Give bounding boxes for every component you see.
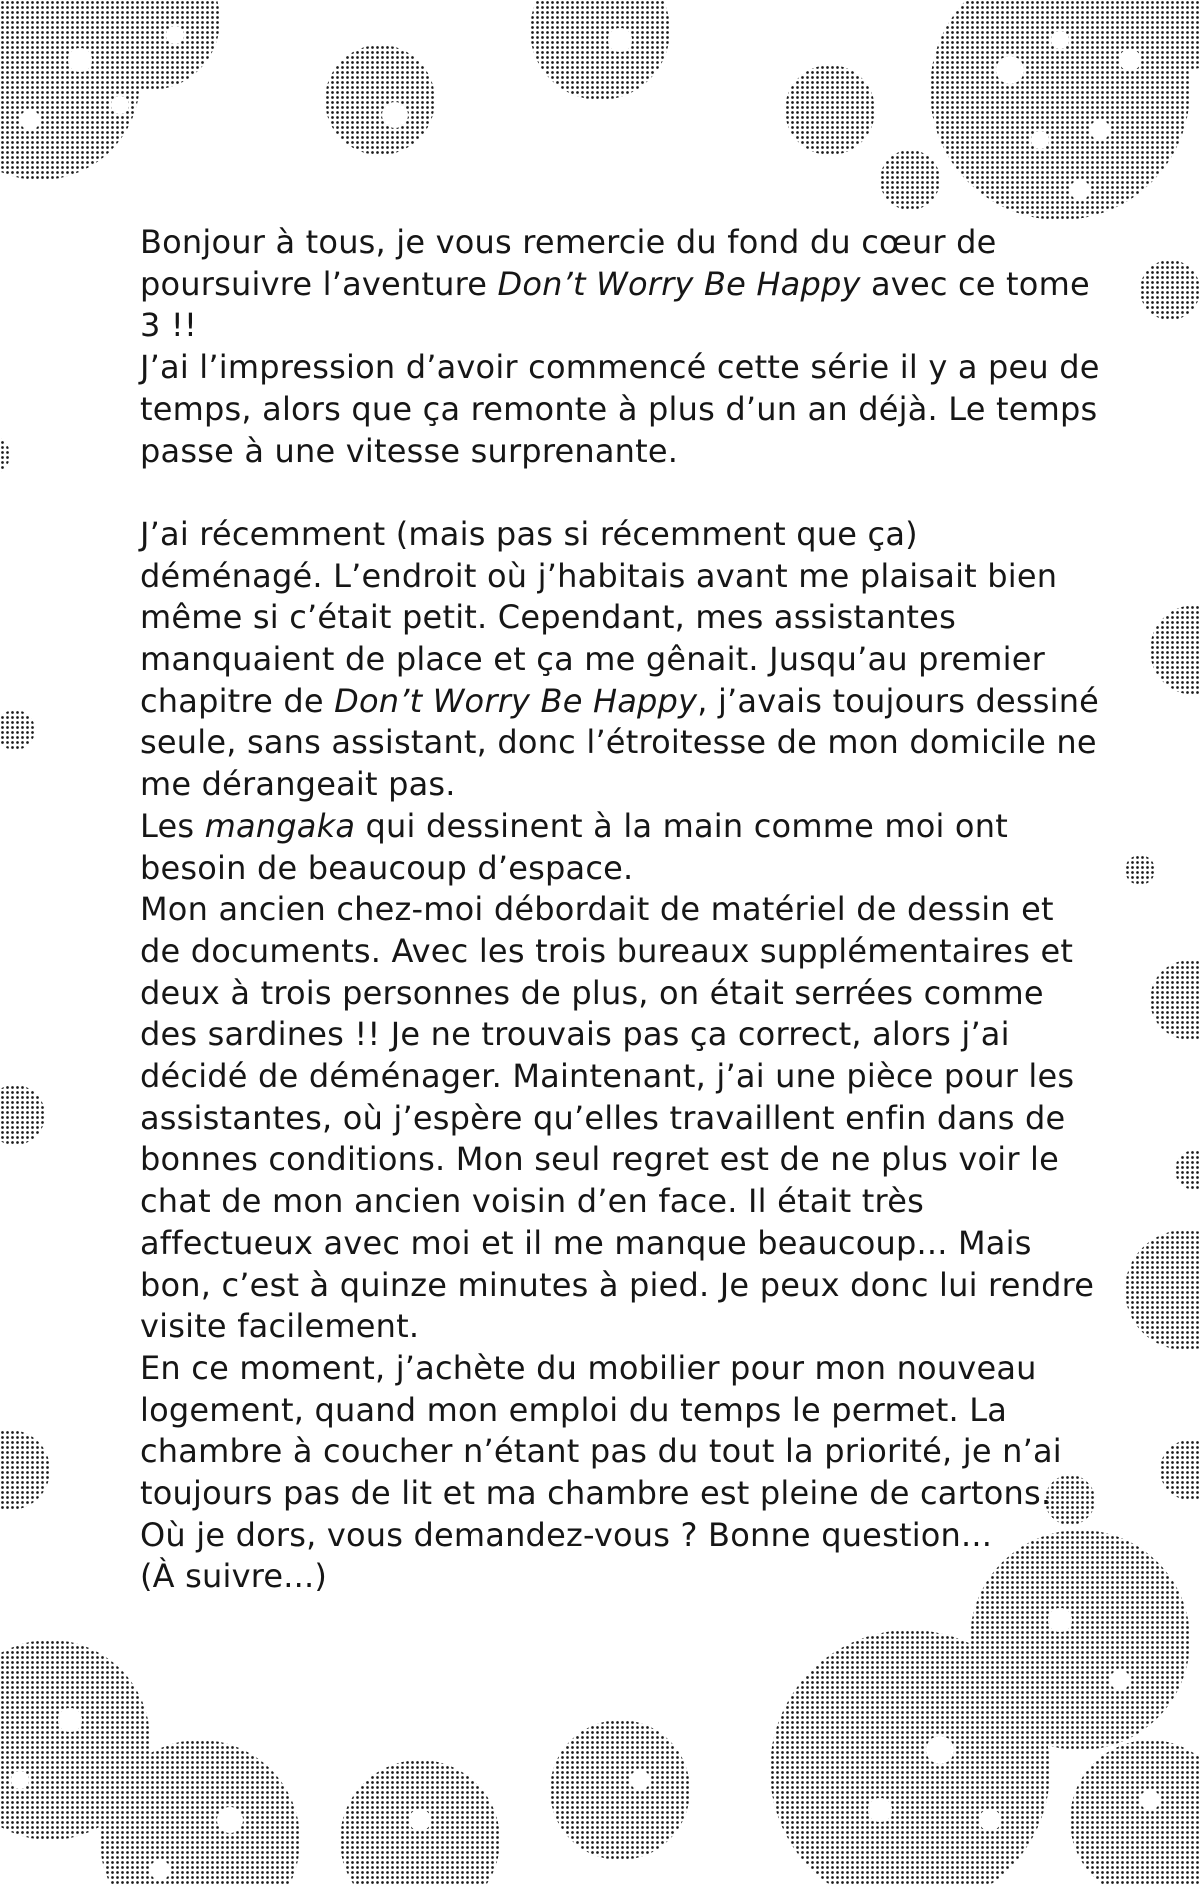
body-text: J’ai l’impression d’avoir commencé cette série il y a peu de temps, alors que ça remonte à plus d’un an déjà. Le temps passe à une vitesse surprenante.	[140, 348, 1111, 470]
italic-title-text: mangaka	[204, 806, 356, 845]
body-text: , j’avais toujours dessiné seule, sans assistant, donc l’étroitesse de mon domicile ne me dérangeait pas.	[140, 681, 1110, 804]
paragraph	[140, 347, 1111, 472]
body-text: J’ai récemment (mais pas si récemment que ça) déménagé. L’endroit où j’habitais avant me plaisait bien même si c’était petit. Cependant, mes assistantes manquaient de place et ça me gênait. Jusqu’au premier chapitre de	[140, 514, 1068, 720]
body-text: Où je dors, vous demandez-vous ? Bonne question...	[140, 1515, 993, 1554]
paragraph	[140, 1556, 1100, 1598]
body-text: Les	[140, 806, 205, 845]
afterword-text	[140, 222, 1111, 1598]
body-text: (À suivre...)	[140, 1557, 328, 1596]
body-text: qui dessinent à la main comme moi ont besoin de beaucoup d’espace.	[140, 806, 1019, 887]
paragraph	[140, 806, 1100, 889]
paragraph-gap	[140, 472, 1100, 514]
paragraph	[140, 514, 1110, 806]
paragraph	[140, 222, 1100, 347]
italic-title-text: Don’t Worry Be Happy	[497, 264, 861, 303]
paragraph	[140, 1515, 1100, 1557]
body-text: Bonjour à tous, je vous remercie du fond du cœur de poursuivre l’aventure	[140, 223, 1007, 303]
paragraph	[140, 889, 1105, 1348]
body-text: En ce moment, j’achète du mobilier pour mon nouveau logement, quand mon emploi du temps le permet. La chambre à coucher n’étant pas du tout la priorité, je n’ai toujours pas de lit et ma chambre est pleine de cartons.	[140, 1348, 1073, 1513]
italic-title-text: Don’t Worry Be Happy	[334, 681, 698, 720]
body-text: avec ce tome 3 !!	[140, 264, 1101, 345]
paragraph	[140, 1348, 1100, 1515]
body-text: Mon ancien chez-moi débordait de matériel de dessin et de documents. Avec les trois bureaux supplémentaires et deux à trois personnes de plus, on était serrées comme des sardines !! Je ne trouvais pas ça correct, alors j’ai décidé de déménager. Maintenant, j’ai une pièce pour les assistantes, où j’espère qu’elles travaillent enfin dans de bonnes conditions. Mon seul regret est de ne plus voir le chat de mon ancien voisin d’en face. Il était très affectueux avec moi et il me manque beaucoup... Mais bon, c’est à quinze minutes à pied. Je peux donc lui rendre visite facilement.	[140, 890, 1105, 1346]
